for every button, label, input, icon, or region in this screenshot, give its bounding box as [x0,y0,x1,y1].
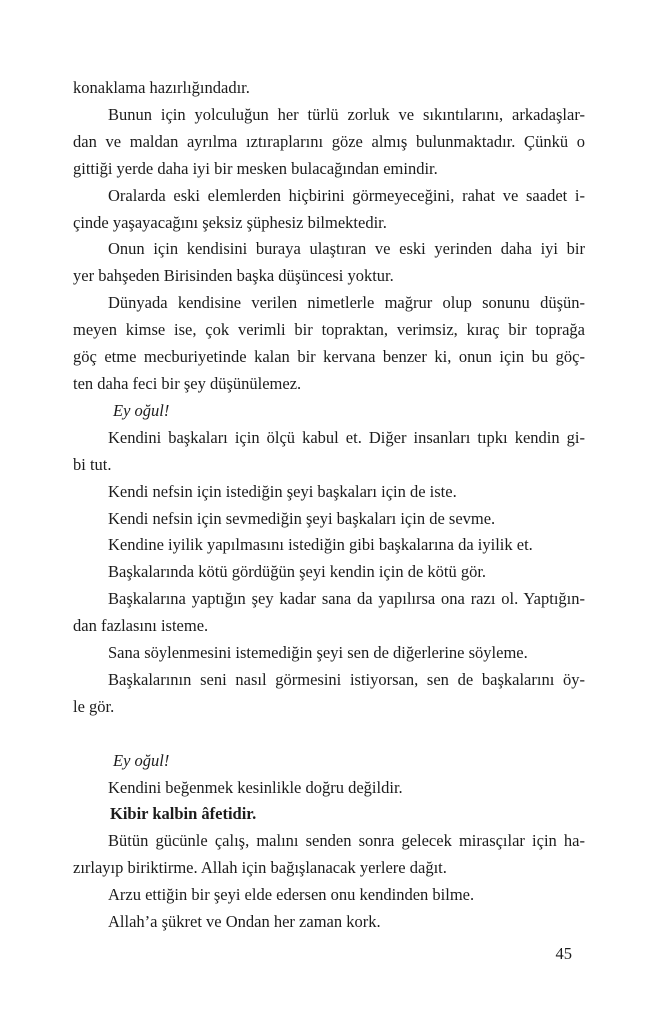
text-line: Başkalarının seni nasıl görmesini istiyorsan, sen de başkalarını öy- [108,669,585,689]
text-line: Bütün gücünle çalış, malını senden sonra gelecek mirasçılar için ha- [108,831,585,851]
text-line: bi tut. [73,454,112,474]
text-line: Dünyada kendisine verilen nimetlerle mağrur olup sonunu düşün- [108,293,585,313]
text-line: gittiği yerde daha iyi bir mesken bulacağından emindir. [73,158,438,178]
text-line: Oralarda eski elemlerden hiçbirini görmeyeceğini, rahat ve saadet i- [108,185,585,205]
text-line: çinde yaşayacağını şeksiz şüphesiz bilmektedir. [73,212,387,232]
text-line: Başkalarında kötü gördüğün şeyi kendin için de kötü gör. [108,562,487,582]
text-line: ten daha feci bir şey düşünülemez. [73,373,302,393]
text-line: Arzu ettiğin bir şeyi elde edersen onu kendinden bilme. [108,885,475,905]
text-line: meyen kimse ise, çok verimli bir topraktan, verimsiz, kıraç bir toprağa [73,320,585,340]
text-line: Sana söylenmesini istemediğin şeyi sen de diğerlerine söyleme. [108,643,528,663]
text-line: Kendini başkaları için ölçü kabul et. Diğer insanları tıpkı kendin gi- [108,427,585,447]
text-line: konaklama hazırlığındadır. [73,78,250,97]
text-line: Allah’a şükret ve Ondan her zaman kork. [108,912,381,932]
text-line: dan ve maldan ayrılma ıztıraplarını göze almış bulunmaktadır. Çünkü o [73,131,585,151]
text-block [73,75,585,936]
text-line: Ey oğul! [113,750,170,770]
paragraph-spacer [73,721,585,748]
page-number: 45 [555,944,572,963]
text-line: yer bahşeden Birisinden başka düşüncesi yoktur. [73,266,394,286]
text-line: göç etme mecburiyetinde kalan bir kervana benzer ki, onun için bu göç- [73,347,585,367]
text-line: Onun için kendisini buraya ulaştıran ve eski yerinden daha iyi bir [108,239,585,259]
text-line: le gör. [73,696,115,716]
page-footer [73,941,585,968]
text-line: dan fazlasını isteme. [73,616,209,636]
text-line: Kibir kalbin âfetidir. [110,804,257,824]
text-line: Ey oğul! [113,400,170,420]
text-line: Kendi nefsin için sevmediğin şeyi başkaları için de sevme. [108,508,496,528]
text-line: Kendi nefsin için istediğin şeyi başkaları için de iste. [108,481,457,501]
text-line: zırlayıp biriktirme. Allah için bağışlanacak yerlere dağıt. [73,858,447,878]
text-line: Bunun için yolculuğun her türlü zorluk ve sıkıntılarını, arkadaşlar- [108,104,585,124]
text-line: Kendini beğenmek kesinlikle doğru değildir. [108,777,403,797]
text-line: Kendine iyilik yapılmasını istediğin gibi başkalarına da iyilik et. [108,535,533,555]
text-line: Başkalarına yaptığın şey kadar sana da yapılırsa ona razı ol. Yaptığın- [108,589,585,609]
